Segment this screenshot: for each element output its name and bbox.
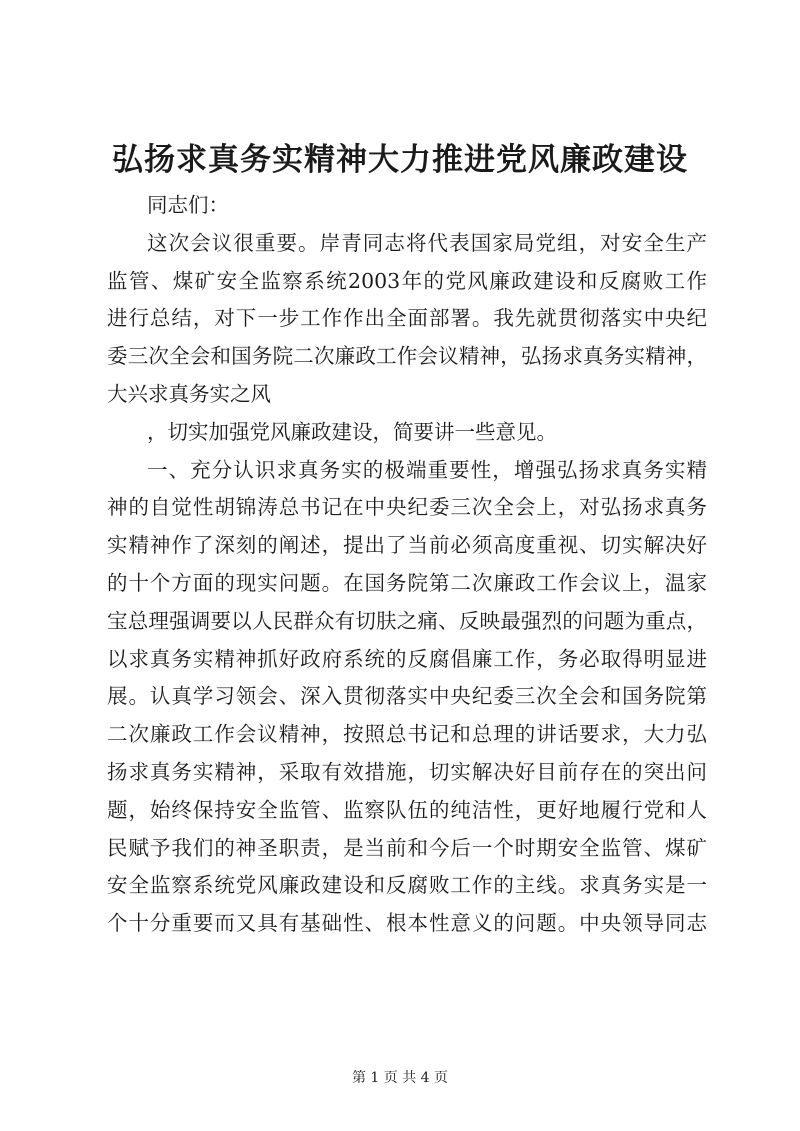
document-body — [107, 187, 707, 943]
page-footer: 第 1 页 共 4 页 — [351, 1070, 449, 1086]
body-line: 扬求真务实精神，采取有效措施，切实解决好目前存在的突出问 — [107, 759, 707, 784]
body-line: 实精神作了深刻的阐述，提出了当前必须高度重视、切实解决好 — [107, 533, 707, 558]
body-line: 的十个方面的现实问题。在国务院第二次廉政工作会议上，温家 — [107, 570, 707, 595]
document-title: 弘扬求真务实精神大力推进党风廉政建设 — [112, 142, 688, 178]
body-line: 安全监察系统党风廉政建设和反腐败工作的主线。求真务实是一 — [107, 873, 707, 898]
body-line: 这次会议很重要。岸青同志将代表国家局党组，对安全生产 — [147, 230, 707, 255]
body-line: 同志们： — [147, 193, 229, 217]
body-line: 民赋予我们的神圣职责，是当前和今后一个时期安全监管、煤矿 — [107, 835, 707, 860]
body-line: ，切实加强党风廉政建设，简要讲一些意见。 — [147, 419, 557, 444]
body-line: 展。认真学习领会、深入贯彻落实中央纪委三次全会和国务院第 — [107, 684, 707, 709]
body-line: 大兴求真务实之风 — [107, 381, 271, 406]
body-line: 监管、煤矿安全监察系统2003年的党风廉政建设和反腐败工作 — [107, 268, 707, 293]
body-line: 题，始终保持安全监管、监察队伍的纯洁性，更好地履行党和人 — [107, 797, 707, 822]
body-line: 宝总理强调要以人民群众有切肤之痛、反映最强烈的问题为重点， — [107, 608, 707, 633]
body-line: 以求真务实精神抓好政府系统的反腐倡廉工作，务必取得明显进 — [107, 646, 707, 671]
body-line: 二次廉政工作会议精神，按照总书记和总理的讲话要求，大力弘 — [107, 722, 707, 747]
body-line: 委三次全会和国务院二次廉政工作会议精神，弘扬求真务实精神， — [107, 344, 707, 369]
body-line: 进行总结，对下一步工作作出全面部署。我先就贯彻落实中央纪 — [107, 306, 707, 331]
body-line: 个十分重要而又具有基础性、根本性意义的问题。中央领导同志 — [107, 911, 707, 936]
body-line: 神的自觉性胡锦涛总书记在中央纪委三次全会上，对弘扬求真务 — [107, 495, 707, 520]
body-line: 一、充分认识求真务实的极端重要性，增强弘扬求真务实精 — [147, 457, 707, 482]
